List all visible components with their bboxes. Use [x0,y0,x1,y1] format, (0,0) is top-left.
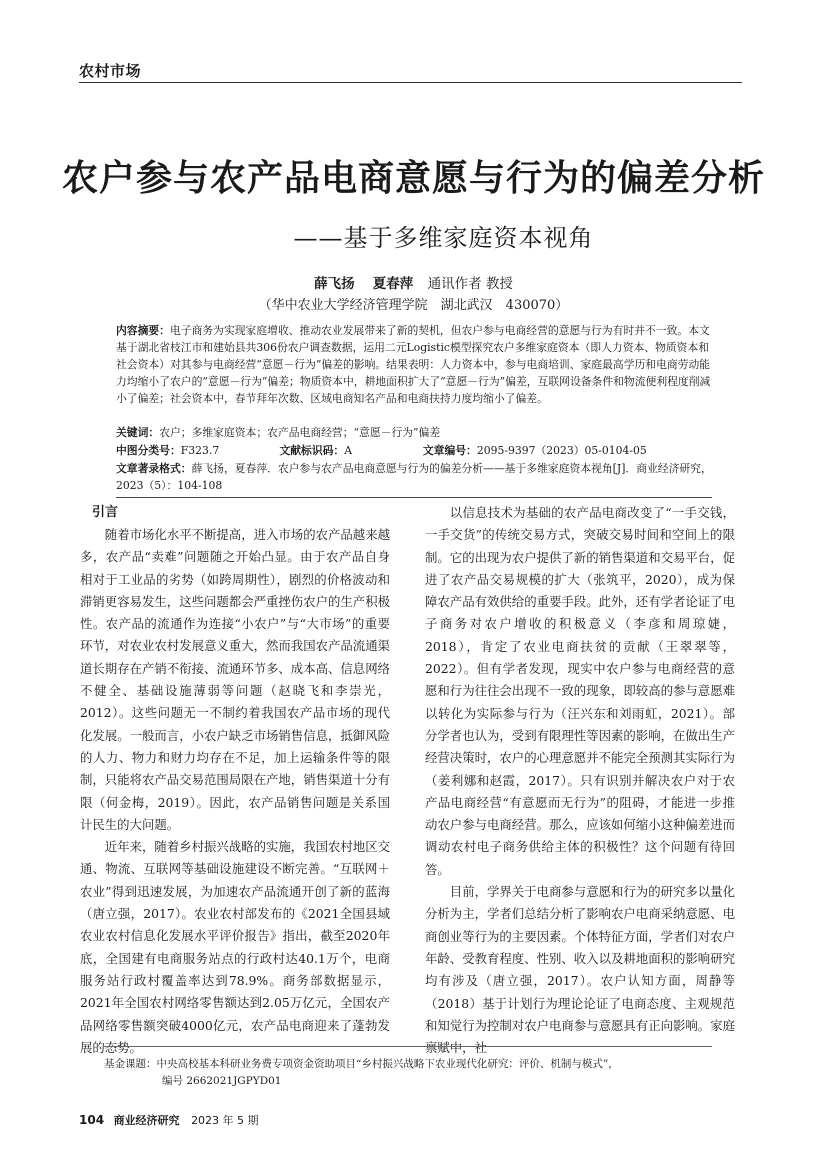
funding-note [104,1056,704,1090]
citation [116,460,712,494]
clc-label: 中图分类号： [116,444,181,457]
clc-group [116,442,276,459]
body-paragraph: 以信息技术为基础的农产品电商改变了“一手交钱，一手交货”的传统交易方式，突破交易时间和空间上的限制。它的出现为农户提供了新的销售渠道和交易平台，促进了农产品交易规模的扩大（张筑平，2020），成为保障农产品有效供给的重要手段。此外，还有学者论证了电子商务对农户增收的积极意义（李彦和周琼婕，2018），肯定了农业电商扶贫的贡献（王翠翠等，2022）。但有学者发现，现实中农户参与电商经营的意愿和行为往往会出现不一致的现象，即较高的参与意愿难以转化为实际参与行为（汪兴东和刘雨虹，2021）。部分学者也认为，受到有限理性等因素的影响，在做出生产经营决策时，农户的心理意愿并不能完全预测其实际行为（姜利娜和赵霞，2017）。只有识别并解决农户对于农产品电商经营“有意愿而无行为”的阻碍，才能进一步推动农户参与电商经营。那么，应该如何缩小这种偏差进而调动农村电子商务供给主体的积极性？这个问题有待回答。 [425,505,735,877]
abstract-divider [116,497,712,498]
top-rule [79,82,742,83]
funding-text: 中央高校基本科研业务费专项资金资助项目“乡村振兴战略下农业现代化研究：评价、机制与模式”， [156,1058,619,1070]
body-paragraph: 近年来，随着乡村振兴战略的实施，我国农村地区交通、物流、互联网等基础设施建设不断完善。“互联网＋农业”得到迅速发展，为加速农产品流通开创了新的蓝海（唐立强，2017）。农业农村部发布的《2021全国县域农业农村信息化发展水平评价报告》指出，截至2020年底，全国建有电商服务站点的行政村达40.1万个，电商服务站行政村覆盖率达到78.9%。商务部数据显示，2021年全国农村网络零售额达到2.05万亿元，全国农产品网络零售额突破4000亿元，农产品电商迎来了蓬勃发展的态势。 [80,839,390,1055]
author-line [0,272,827,292]
doc-group [279,442,419,459]
no-group [423,442,647,459]
section-heading: 引言 [92,505,119,520]
funding-label: 基金课题： [104,1058,157,1070]
section-tag: 农村市场 [79,62,142,80]
abstract [116,322,712,407]
keywords-text: 农户；多维家庭资本；农产品电商经营；“意愿－行为”偏差 [159,426,441,439]
body-paragraph: 随着市场化水平不断提高，进入市场的农产品越来越多，农产品“卖难”问题随之开始凸显。由于农产品自身相对于工业品的劣势（如跨周期性），剧烈的价格波动和滞销更容易发生，这些问题都会严重挫伤农户的生产积极性。农产品的流通作为连接“小农户”与“大市场”的重要环节，对农业农村发展意义重大，然而我国农产品流通渠道长期存在产销不衔接、流通环节多、成本高、信息网络不健全、基础设施薄弱等问题（赵晓飞和李崇光，2012）。这些问题无一不制约着我国农产品市场的现代化发展。一般而言，小农户缺乏市场销售信息，抵御风险的人力、物力和财力均存在不足，加上运输条件等的限制，只能将农产品交易范围局限在产地，销售渠道十分有限（何金梅，2019）。因此，农产品销售问题是关系国计民生的大问题。 [80,527,390,832]
left-column [80,502,390,1059]
journal-name: 商业经济研究 [113,1114,180,1127]
funding-number: 编号 2662021JGPYD01 [162,1075,282,1087]
keywords-label: 关键词： [116,426,160,439]
page-number: 104 [79,1113,105,1127]
no-value: 2095-9397（2023）05-0104-05 [476,444,647,457]
author-names: 薛飞扬 夏春萍 [314,276,414,292]
doc-value: A [344,444,353,457]
classification-line [116,442,712,459]
article-title: 农户参与农产品电商意愿与行为的偏差分析 [61,158,765,199]
funding-divider [104,1046,712,1047]
doc-label: 文献标识码： [279,444,345,457]
clc-value: F323.7 [180,444,220,457]
abstract-text: 电子商务为实现家庭增收、推动农业发展带来了新的契机，但农户参与电商经营的意愿与行为有时并不一致。本文基于湖北省枝江市和建始县共306份农户调查数据，运用二元Logistic模型探究农户多维家庭资本（即人力资本、物质资本和社会资本）对其参与电商经营“意愿－行为”偏差的影响。结果表明：人力资本中，参与电商培训、家庭最高学历和电商劳动能力均缩小了农户的“意愿－行为”偏差；物质资本中，耕地面积扩大了“意愿－行为”偏差，互联网设备条件和物流便利程度削减小了偏差；社会资本中，春节拜年次数、区域电商知名产品和电商扶持力度均缩小了偏差。 [116,324,711,405]
issue-label: 2023 年 5 期 [191,1114,259,1127]
citation-text: 薛飞扬，夏春萍．农户参与农产品电商意愿与行为的偏差分析——基于多维家庭资本视角[J]．商业经济研究，2023（5）：104-108 [116,462,712,492]
right-column [425,502,735,1059]
author-note: 通讯作者 教授 [427,276,513,292]
article-subtitle: ——基于多维家庭资本视角 [293,224,594,252]
keywords [116,424,712,441]
citation-label: 文章著录格式： [116,462,192,475]
body-paragraph: 目前，学界关于电商参与意愿和行为的研究多以量化分析为主，学者们总结分析了影响农户电商采纳意愿、电商创业等行为的主要因素。个体特征方面，学者们对农户年龄、受教育程度、性别、收入以及耕地面积的影响研究均有涉及（唐立强，2017）。农户认知方面，周静等（2018）基于计划行为理论论证了电商态度、主观规范和知觉行为控制对农户电商参与意愿具有正向影响。家庭禀赋中，社 [425,884,735,1056]
no-label: 文章编号： [422,444,477,457]
abstract-label: 内容摘要： [116,324,170,337]
affiliation: （华中农业大学经济管理学院 湖北武汉 430070） [258,298,569,313]
page-footer [79,1112,259,1128]
